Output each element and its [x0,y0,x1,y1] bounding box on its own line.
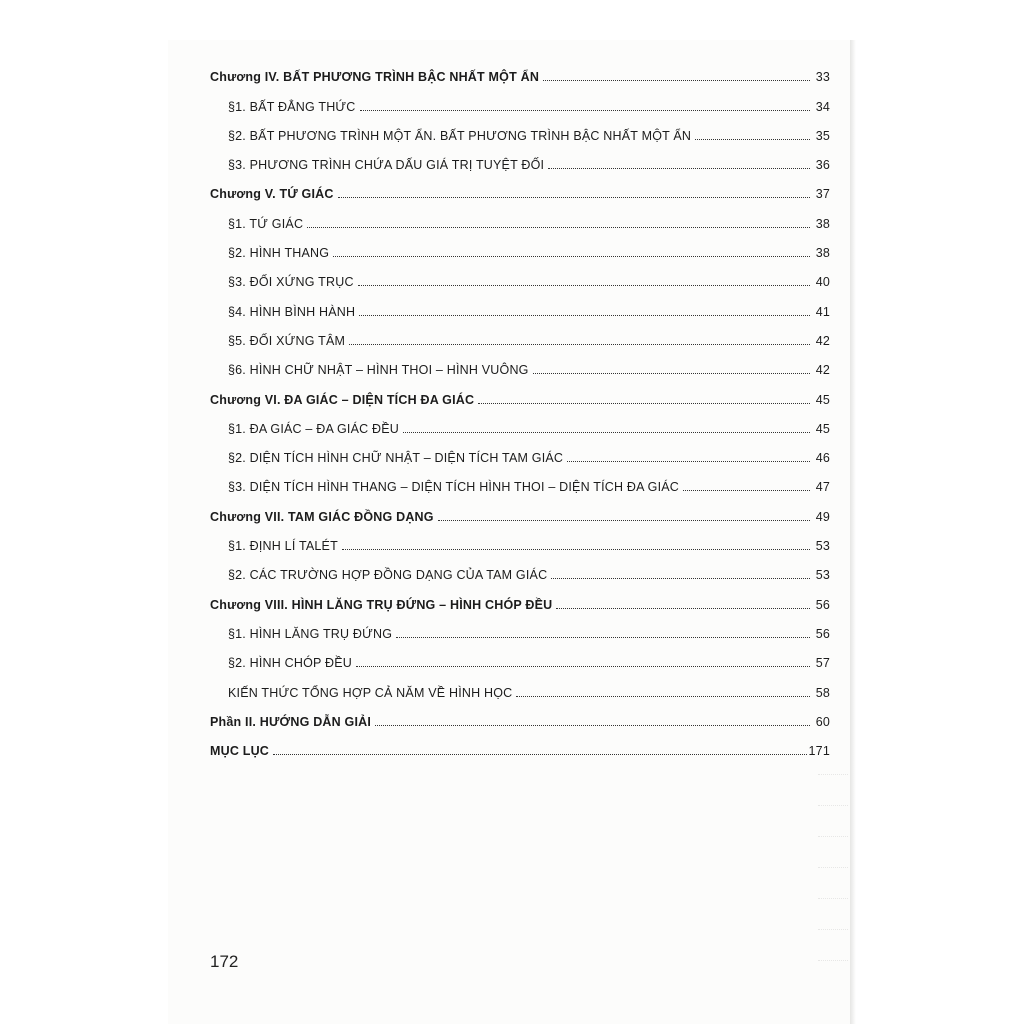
dot-leader [396,636,810,638]
toc-entry-page: 34 [815,99,830,114]
dot-leader [359,314,810,316]
toc-entry-title: Phần II. HƯỚNG DẪN GIẢI [210,714,372,729]
toc-entry-title: §1. BẤT ĐẲNG THỨC [228,99,356,114]
dot-leader [478,402,810,404]
dot-leader [551,577,810,579]
toc-section-row [210,670,830,699]
toc-section-row [210,612,830,641]
toc-entry-title: KIẾN THỨC TỔNG HỢP CẢ NĂM VỀ HÌNH HỌC [228,685,513,700]
toc-entry-page: 47 [815,480,830,495]
toc-section-row [210,465,830,494]
toc-section-row [210,348,830,377]
toc-entry-page: 42 [815,363,830,378]
toc-entry-title: §2. HÌNH THANG [228,246,330,261]
toc-section-row [210,201,830,230]
toc-entry-title: Chương V. TỨ GIÁC [210,187,334,202]
toc-entry-page: 56 [815,626,830,641]
toc-entry-title: §1. ĐỊNH LÍ TALÉT [228,539,338,554]
toc-section-row [210,289,830,318]
dot-leader [273,753,807,755]
dot-leader [349,343,810,345]
toc-chapter-row [210,377,830,406]
dot-leader [533,372,810,374]
toc-entry-page: 38 [815,246,830,261]
toc-entry-page: 36 [815,158,830,173]
toc-entry-page: 53 [815,568,830,583]
toc-entry-page: 53 [815,539,830,554]
toc-section-row [210,114,830,143]
toc-entry-title: §3. PHƯƠNG TRÌNH CHỨA DẤU GIÁ TRỊ TUYỆT ĐỐI [228,158,545,173]
toc-entry-title: §1. ĐA GIÁC – ĐA GIÁC ĐỀU [228,421,400,436]
toc-entry-title: §2. CÁC TRƯỜNG HỢP ĐỒNG DẠNG CỦA TAM GIÁC [228,568,548,583]
toc-entry-title: §1. TỨ GIÁC [228,216,304,231]
dot-leader [567,460,810,462]
toc-entry-title: Chương VI. ĐA GIÁC – DIỆN TÍCH ĐA GIÁC [210,392,475,407]
toc-entry-title: Chương VIII. HÌNH LĂNG TRỤ ĐỨNG – HÌNH CHÓP ĐỀU [210,597,553,612]
toc-entry-page: 46 [815,451,830,466]
toc-entry-title: §2. HÌNH CHÓP ĐỀU [228,656,353,671]
toc-entry-title: §6. HÌNH CHỮ NHẬT – HÌNH THOI – HÌNH VUÔNG [228,363,529,378]
toc-chapter-row [210,700,830,729]
toc-entry-title: MỤC LỤC [210,744,270,759]
toc-chapter-row [210,55,830,84]
dot-leader [403,431,810,433]
toc-entry-title: §5. ĐỐI XỨNG TÂM [228,333,346,348]
toc-entry-page: 58 [815,685,830,700]
toc-entry-title: §3. DIỆN TÍCH HÌNH THANG – DIỆN TÍCH HÌNH THOI – DIỆN TÍCH ĐA GIÁC [228,480,680,495]
toc-entry-title: §3. ĐỐI XỨNG TRỤC [228,275,354,290]
toc-section-row [210,84,830,113]
toc-chapter-row [210,494,830,523]
toc-chapter-row [210,172,830,201]
bleed-through-lines [818,744,848,964]
toc-entry-title: §2. BẤT PHƯƠNG TRÌNH MỘT ẨN. BẤT PHƯƠNG TRÌNH BẬC NHẤT MỘT ẨN [228,128,692,143]
toc-section-row [210,524,830,553]
toc-section-row [210,260,830,289]
toc-chapter-row [210,582,830,611]
toc-entry-title: §2. DIỆN TÍCH HÌNH CHỮ NHẬT – DIỆN TÍCH TAM GIÁC [228,451,564,466]
dot-leader [543,79,810,81]
toc-entry-title: Chương VII. TAM GIÁC ĐỒNG DẠNG [210,509,434,524]
dot-leader [356,665,810,667]
toc-entry-page: 35 [815,128,830,143]
toc-entry-page: 42 [815,333,830,348]
toc-entry-page: 60 [815,714,830,729]
toc-chapter-row [210,729,830,758]
toc-entry-page: 171 [808,744,830,759]
table-of-contents [210,55,830,758]
toc-entry-page: 33 [815,70,830,85]
dot-leader [307,226,810,228]
toc-section-row [210,319,830,348]
toc-entry-title: §4. HÌNH BÌNH HÀNH [228,304,356,319]
dot-leader [695,138,810,140]
dot-leader [338,196,810,198]
toc-section-row [210,641,830,670]
dot-leader [556,607,810,609]
toc-entry-title: Chương IV. BẤT PHƯƠNG TRÌNH BẬC NHẤT MỘT ẨN [210,70,540,85]
dot-leader [516,695,810,697]
page-number: 172 [210,952,239,971]
toc-entry-page: 56 [815,597,830,612]
toc-entry-page: 45 [815,421,830,436]
dot-leader [438,519,810,521]
dot-leader [342,548,810,550]
toc-section-row [210,231,830,260]
toc-entry-page: 45 [815,392,830,407]
toc-entry-page: 37 [815,187,830,202]
dot-leader [683,489,810,491]
toc-entry-page: 40 [815,275,830,290]
toc-entry-page: 49 [815,509,830,524]
toc-entry-page: 38 [815,216,830,231]
toc-section-row [210,407,830,436]
toc-entry-page: 41 [815,304,830,319]
toc-section-row [210,143,830,172]
toc-section-row [210,436,830,465]
dot-leader [360,109,810,111]
page-edge-shadow [850,40,856,1024]
dot-leader [333,255,810,257]
dot-leader [358,284,810,286]
dot-leader [375,724,810,726]
toc-entry-title: §1. HÌNH LĂNG TRỤ ĐỨNG [228,626,393,641]
toc-entry-page: 57 [815,656,830,671]
dot-leader [548,167,810,169]
toc-section-row [210,553,830,582]
